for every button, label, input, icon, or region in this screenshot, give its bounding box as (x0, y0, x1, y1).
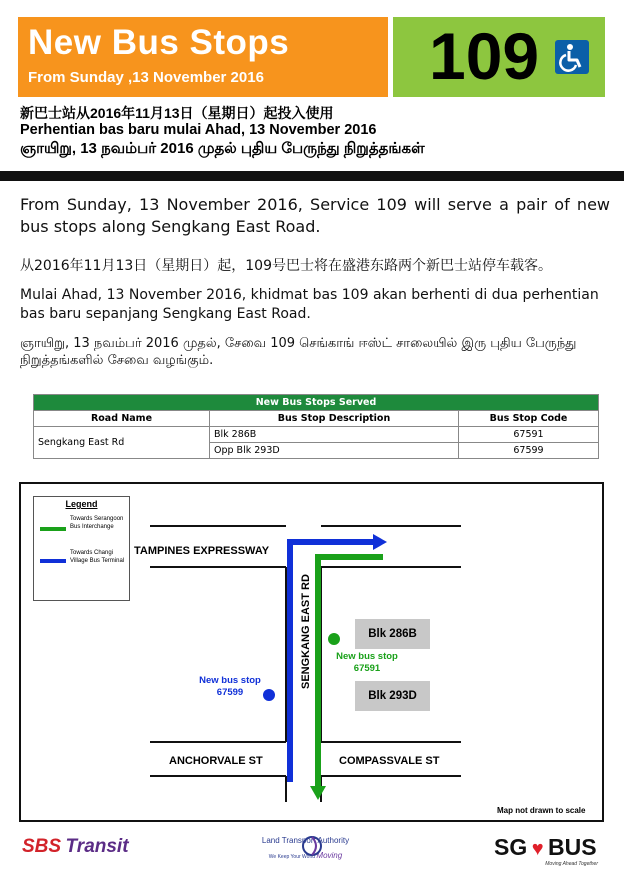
body-malay: Mulai Ahad, 13 November 2016, khidmat bas 109 akan berhenti di dua perhentian bas baru sepanjang Sengkang East Road. (20, 287, 599, 322)
legend-green-swatch (40, 527, 66, 531)
legend-green-text: Towards Serangoon Bus Interchange (70, 516, 124, 530)
sbs-logo-text: SBS (22, 836, 62, 857)
stop-67599-label (188, 675, 272, 699)
code-cell: 67599 (459, 443, 599, 459)
map-legend (33, 496, 130, 601)
description-cell: Blk 286B (210, 427, 459, 443)
road-compassvale: COMPASSVALE ST (339, 755, 440, 767)
divider-bar (0, 171, 624, 181)
description-cell: Opp Blk 293D (210, 443, 459, 459)
road-anchorvale: ANCHORVALE ST (169, 755, 263, 767)
page-title: New Bus Stops (28, 23, 290, 62)
lta-name: Land Transport Authority (261, 836, 350, 845)
header-description: Bus Stop Description (210, 411, 459, 427)
service-number: 109 (429, 19, 540, 93)
sgbus-tagline: Moving Ahead Together (545, 861, 598, 867)
wheelchair-icon (555, 40, 589, 74)
lta-tagline: We Keep Your World (268, 854, 316, 860)
bus-stops-table (33, 394, 599, 459)
sbs-transit-logo (22, 836, 129, 858)
sgbus-sg: SG (494, 834, 528, 860)
header-code: Bus Stop Code (459, 411, 599, 427)
code-cell: 67591 (459, 427, 599, 443)
heart-icon: ♥ (531, 838, 544, 860)
legend-title: Legend (65, 499, 98, 509)
title-tamil: ஞாயிறு, 13 நவம்பர் 2016 முதல் புதிய பேருந்து நிறுத்தங்கள் (20, 140, 425, 157)
transit-logo-text: Transit (65, 836, 129, 857)
legend-blue-text: Towards Changi Village Bus Terminal (70, 550, 125, 564)
stop-67591-code: 67591 (353, 663, 381, 674)
route-map (19, 482, 604, 822)
stop-67591-label (325, 651, 409, 675)
body-tamil: ஞாயிறு, 13 நவம்பர் 2016 முதல், சேவை 109 செங்காங் ஈஸ்ட் சாலையில் இரு புதிய பேருந்து நிறுத்தங்களில் சேவை வழங்கும். (20, 336, 577, 368)
table-caption: New Bus Stops Served (34, 395, 599, 411)
body-english: From Sunday, 13 November 2016, Service 109 will serve a pair of new bus stops along Sengkang East Road. (20, 195, 610, 236)
title-chinese: 新巴士站从2016年11月13日（星期日）起投入使用 (20, 105, 334, 121)
road-sengkang: SENGKANG EAST RD (300, 574, 312, 689)
service-panel (393, 17, 605, 97)
page-subtitle: From Sunday ,13 November 2016 (28, 69, 264, 86)
road-cell: Sengkang East Rd (34, 427, 210, 459)
sgbus-bus: BUS (548, 834, 597, 860)
lta-swirl-icon (300, 834, 324, 858)
map-note: Map not drawn to scale (497, 806, 586, 815)
stop-67591-title: New bus stop (336, 651, 398, 662)
sgbus-logo (494, 834, 604, 867)
lta-moving: Moving (316, 851, 343, 860)
stop-67599-code: 67599 (216, 687, 244, 698)
block-293d: Blk 293D (355, 681, 430, 711)
title-malay: Perhentian bas baru mulai Ahad, 13 November 2016 (20, 122, 377, 138)
block-286b: Blk 286B (355, 619, 430, 649)
header-road-name: Road Name (34, 411, 210, 427)
table-row (34, 427, 599, 443)
body-chinese: 从2016年11月13日（星期日）起，109号巴士将在盛港东路两个新巴士站停车载客。 (20, 258, 552, 274)
stop-67599-title: New bus stop (199, 675, 261, 686)
header-title-panel (18, 17, 388, 97)
legend-blue-swatch (40, 559, 66, 563)
road-tampines: TAMPINES EXPRESSWAY (134, 545, 270, 557)
